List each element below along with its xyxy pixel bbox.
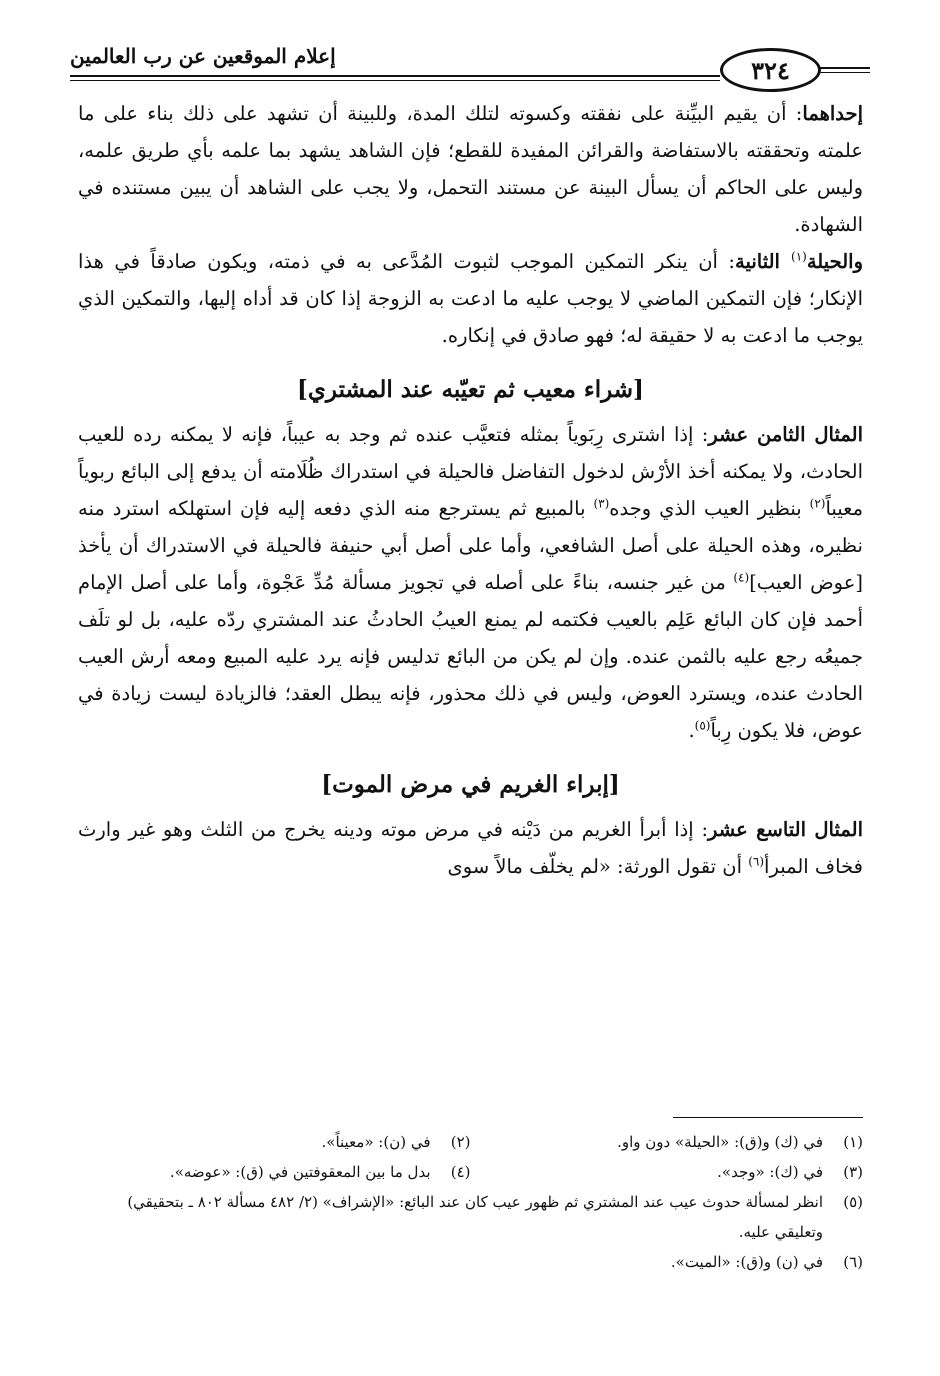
footnote-item [78,1187,863,1247]
page-number-badge [720,48,821,92]
header-rule-right-thin [815,72,870,73]
footnote-number: (٦) [843,1253,863,1271]
footnote-number: (٣) [843,1163,863,1181]
footnote-separator [673,1117,863,1118]
footnote-item [78,1247,863,1277]
footnote-number: (٤) [450,1163,471,1181]
page-number: ٣٢٤ [751,55,790,85]
page-header [70,38,870,88]
footnote-row [78,1157,863,1187]
section-heading: [شراء معيب ثم تعيّبه عند المشتري] [297,376,644,403]
section-heading: [إبراء الغريم في مرض الموت] [321,771,620,798]
paragraph-end: . [688,719,695,742]
footnote-number: (٢) [450,1133,471,1151]
paragraph [78,811,863,885]
paragraph-text: : إذا اشترى رِبَوياً بمثله فتعيَّب عنده ثم وجد به عيباً، فإنه لا يمكنه رده للعيب الحادث، ولا يمكنه أخذ الأرْش لدخول التفاضل فالحيلة في استدراك ظُلَامته أن يدفع إلى البائع ربوياً معيباً [78,423,864,520]
footnote-ref[interactable]: (١) [791,249,807,264]
footnote-item [471,1157,864,1187]
footnote-number: (١) [843,1133,863,1151]
paragraph [78,243,863,354]
footnote-item [78,1127,471,1157]
paragraph-text: بنظير العيب الذي وجده [609,497,810,520]
footnote-ref[interactable]: (٤) [733,570,750,585]
paragraph-lead: المثال التاسع عشر [708,818,863,841]
footnote-text: في (ن): «معيناً». [321,1133,431,1151]
paragraph-lead: إحداهما [802,102,863,125]
paragraph [78,95,863,243]
footnote-text: بدل ما بين المعقوفتين في (ق): «عوضه». [169,1163,431,1181]
main-text [78,95,863,885]
running-title: إعلام الموقعين عن رب العالمين [70,44,336,68]
footnote-ref[interactable]: (٢) [809,496,826,511]
footnotes [78,1127,863,1277]
header-rule-thin [70,80,720,81]
footnote-number: (٥) [843,1193,863,1211]
footnote-ref[interactable]: (٦) [748,854,765,869]
paragraph-text: : إذا أبرأ الغريم من دَيْنه في مرض موته ودينه يخرج من الثلث وهو غير وارث فخاف المبرأ [78,818,863,878]
footnote-item [471,1127,864,1157]
footnote-item [78,1157,471,1187]
header-rule-right [815,67,870,69]
paragraph [78,416,863,749]
footnote-text: في (ك): «وجد». [717,1163,823,1181]
header-rule [70,75,720,77]
footnote-text: في (ن) و(ق): «الميت». [670,1253,823,1271]
paragraph-lead: الثانية [735,250,791,273]
footnote-text: في (ك) و(ق): «الحيلة» دون واو. [617,1133,823,1151]
footnote-ref[interactable]: (٥) [694,718,711,733]
footnote-ref[interactable]: (٣) [593,496,610,511]
footnote-text: انظر لمسألة حدوث عيب عند المشتري ثم ظهور عيب كان عند البائع: «الإشراف» (٢/ ٤٨٢ مسألة ٨٠٢ ـ بتحقيقي) وتعليقي عليه. [127,1193,823,1241]
paragraph-lead: المثال الثامن عشر [708,423,863,446]
paragraph-text: بالمبيع ثم يسترجع منه الذي دفعه إليه فإن استهلكه استرد منه نظيره، وهذه الحيلة على أصل الشافعي، وأما على أصل أبي حنيفة فالحيلة في الاستدراك أن يأخذ [عوض العيب] [78,497,863,594]
paragraph-text: أن تقول الورثة: «لم يخلّف مالاً سوى [447,855,749,878]
paragraph-text: : أن يقيم البيِّنة على نفقته وكسوته لتلك المدة، وللبينة أن تشهد على ذلك بناء على ما علمته وتحققته بالاستفاضة والقرائن المفيدة للقطع؛ فإن الشاهد يشهد بما علمه بأي طريق علمه، وليس على الحاكم أن يسأل البينة عن مستند التحمل، ولا يجب على الشاهد أن يبين مستنده في الشهادة. [78,102,863,236]
paragraph-lead: والحيلة [806,250,863,273]
paragraph-text: : أن ينكر التمكين الموجب لثبوت المُدَّعى به في ذمته، ويكون صادقاً في هذا الإنكار؛ فإن التمكين الماضي لا يوجب عليه ما ادعت به الزوجة إذا كان قد أداه إليها، والتمكين الذي يوجب ما ادعت به لا حقيقة له؛ فهو صادق في إنكاره. [78,250,863,347]
footnote-row [78,1127,863,1157]
paragraph-text: من غير جنسه، بناءً على أصله في تجويز مسألة مُدِّ عَجْوة، وأما على أصل الإمام أحمد فإن كان البائع عَلِم بالعيب فكتمه لم يمنع العيبُ الحادثُ عند المشتري ردّه عليه، بل لو تلَف جميعُه رجع عليه بالثمن عنده. وإن لم يكن من البائع تدليس فإنه يرد عليه المبيع ومعه أرش العيب الحادث عنده، ويسترد العوض، وليس في ذلك محذور، فإنه يبطل العقد؛ فالزيادة ليست زيادة في عوض، فلا يكون رِباً [78,571,863,742]
